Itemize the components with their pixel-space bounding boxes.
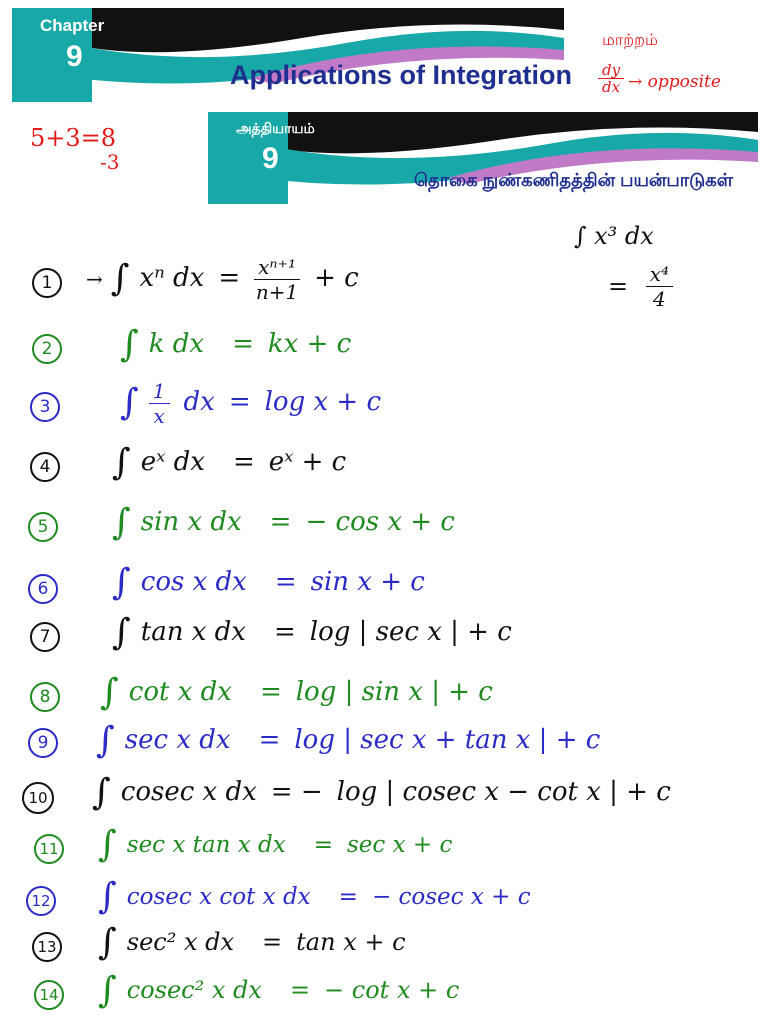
formula-rhs: − cosec x + c [371,884,531,910]
formula-number-2: 2 [32,334,62,364]
formula-equals: = [259,677,282,707]
chapter-title: Applications of Integration [230,60,572,90]
formula-lhs: xⁿ dx [139,263,205,293]
formula-lhs: cosec x cot x dx [126,884,311,910]
formula-number-4: 4 [30,452,60,482]
formula-lhs: dx [183,387,215,417]
formula-rhs: log x + c [264,387,382,417]
integral-sign: ∫ [112,502,131,543]
formula-rhs: log | sec x + tan x | + c [294,725,601,755]
chapter-banner-tamil [208,112,758,204]
formula-equals: = [232,329,254,359]
formula-lhs: cosec x dx [120,777,257,807]
formula-arrow: → [86,267,103,291]
formula-numerator: 1 [149,379,170,404]
integral-sign: ∫ [98,970,117,1011]
side-numerator: x⁴ [646,262,673,287]
formula-equals: = [218,263,241,293]
formula-number-9: 9 [28,728,58,758]
formula-number-6: 6 [28,574,58,604]
formula-lhs: cosec² x dx [126,976,262,1004]
formula-row-9 [96,716,601,761]
formula-equals: = [258,725,281,755]
chapter-banner-english [12,8,572,102]
formula-rhs: + c [314,263,359,293]
formula-lhs: sec x tan x dx [126,832,286,858]
formula-row-2 [120,320,352,365]
chapter-label-tamil: அத்தியாயம் [236,120,315,136]
integral-sign: ∫ [112,562,131,603]
formula-rhs: log | sin x | + c [295,677,493,707]
formula-lhs: cot x dx [128,677,232,707]
formula-numerator: xⁿ⁺¹ [254,255,300,280]
formula-rhs: tan x + c [296,928,406,956]
integral-sign: ∫ [110,258,130,299]
note-opposite: → opposite [628,72,721,92]
formula-number-12: 12 [26,886,56,916]
note-tamil-word: மாற்றம் [602,30,658,49]
integral-sign: ∫ [112,442,131,483]
integral-sign: ∫ [92,772,111,813]
formula-row-7 [112,608,512,653]
formula-row-14 [98,966,460,1011]
side-integral: ∫ x³ dx [574,222,654,250]
note-minus-three: -3 [100,150,120,174]
formula-lhs: cos x dx [140,567,247,597]
integral-sign: ∫ [120,324,139,365]
formula-lhs: sec x dx [124,725,231,755]
formula-number-5: 5 [28,512,58,542]
formula-equals: = [289,976,311,1004]
formula-number-1: 1 [32,268,62,298]
formula-lhs: sin x dx [140,507,242,537]
formula-row-6 [112,558,425,603]
formula-equals: = − [270,777,323,807]
side-result [608,262,673,311]
side-equals: = [608,272,629,301]
note-dx: dx [602,78,621,96]
formula-equals: = [273,617,296,647]
chapter-number-tamil: 9 [262,142,279,175]
formula-row-8 [100,668,493,713]
formula-equals: = [228,387,251,417]
integral-sign: ∫ [98,824,117,865]
formula-number-3: 3 [30,392,60,422]
formula-rhs: − cos x + c [305,507,455,537]
formula-row-10 [92,768,671,813]
formula-number-14: 14 [34,980,64,1010]
formula-rhs: eˣ + c [268,447,347,477]
formula-denominator: x [153,403,165,428]
note-dy: dy [598,62,624,79]
formula-number-8: 8 [30,682,60,712]
note-dy-over-dx [598,62,624,95]
integral-sign: ∫ [96,720,115,761]
formula-row-3 [120,378,381,428]
chapter-title-tamil: தொகை நுண்கணிதத்தின் பயன்பாடுகள் [414,170,733,190]
formula-row-4 [112,438,347,483]
formula-rhs: log | sec x | + c [309,617,512,647]
formula-equals: = [232,447,255,477]
formula-rhs: log | cosec x − cot x | + c [336,777,671,807]
formula-number-11: 11 [34,834,64,864]
formula-lhs: eˣ dx [140,447,205,477]
integral-sign: ∫ [120,382,139,423]
formula-row-13 [98,918,406,963]
formula-lhs: k dx [148,329,205,359]
chapter-label: Chapter [40,16,105,35]
note-sum: 5+3=8 [30,124,117,152]
formula-row-11 [98,820,453,865]
formula-rhs: kx + c [267,329,352,359]
integral-sign: ∫ [112,612,131,653]
formula-number-10: 10 [22,782,54,814]
formula-row-12 [98,872,531,917]
formula-denominator: n+1 [255,279,299,304]
formula-rhs: sin x + c [310,567,425,597]
integral-sign: ∫ [98,876,117,917]
formula-row-1 [86,254,359,304]
formula-lhs: tan x dx [140,617,246,647]
formula-row-5 [112,498,455,543]
formula-number-13: 13 [32,932,62,962]
formula-lhs: sec² x dx [126,928,235,956]
formula-equals: = [262,928,283,956]
formula-equals: = [274,567,297,597]
chapter-number: 9 [66,40,83,73]
formula-rhs: − cot x + c [324,976,460,1004]
formula-equals: = [338,884,358,910]
formula-equals: = [313,832,333,858]
formula-equals: = [269,507,292,537]
side-denominator: 4 [653,287,666,311]
formula-rhs: sec x + c [347,832,453,858]
formula-number-7: 7 [30,622,60,652]
integral-sign: ∫ [98,922,117,963]
integral-sign: ∫ [100,672,119,713]
